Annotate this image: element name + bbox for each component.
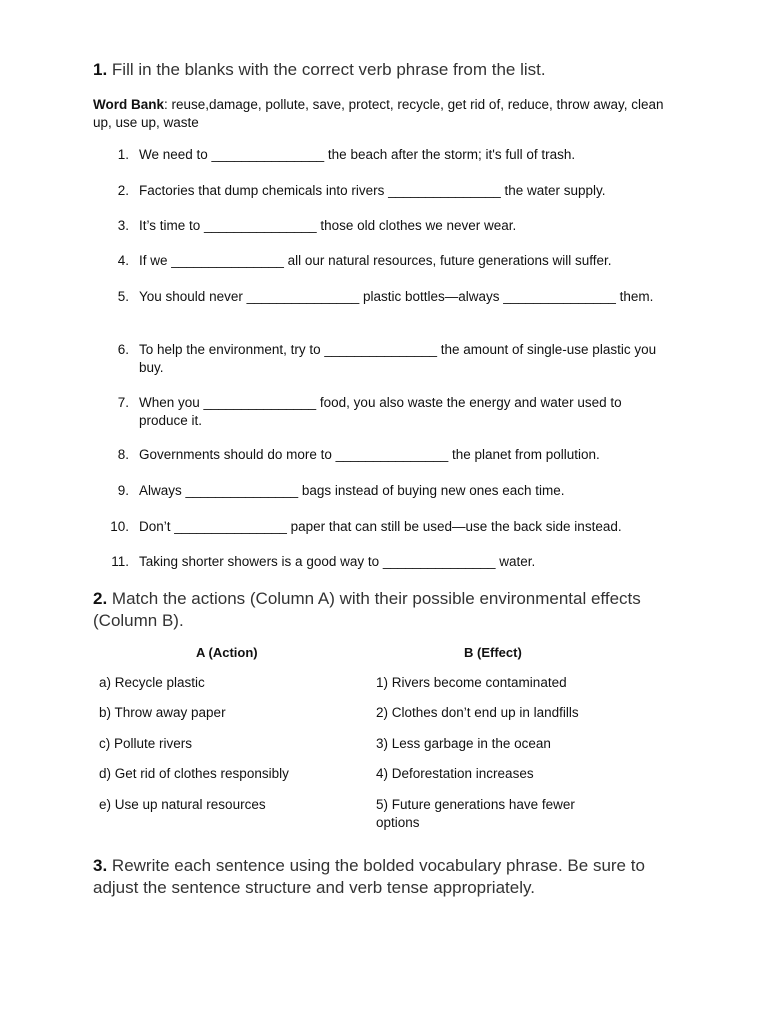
item-sentence: We need to _______________ the beach after the storm; it's full of trash. [139, 147, 576, 162]
word-bank-label: Word Bank [93, 97, 165, 112]
section-2-title: Match the actions (Column A) with their possible environmental effects (Column B). [93, 589, 641, 630]
item-number: 3. [117, 218, 129, 233]
item-number: 5. [117, 289, 129, 304]
item-number: 8. [117, 447, 129, 462]
effect-item: 2) Clothes don’t end up in landfills [376, 705, 579, 720]
effect-item: 4) Deforestation increases [376, 766, 534, 781]
item-number: 1. [117, 147, 129, 162]
effect-item: 5) Future generations have fewer options [376, 797, 575, 830]
item-number: 6. [117, 342, 129, 357]
item-sentence: Governments should do more to _______________ the planet from pollution. [139, 447, 600, 462]
item-number: 11. [111, 554, 129, 569]
item-number: 2. [117, 183, 129, 198]
action-item: c) Pollute rivers [99, 736, 193, 751]
section-1-title: Fill in the blanks with the correct verb phrase from the list. [111, 60, 546, 79]
column-a-header: A (Action) [196, 645, 258, 660]
section-3-number: 3. [93, 856, 108, 875]
item-number: 10. [110, 519, 129, 534]
action-item: b) Throw away paper [99, 705, 226, 720]
item-number: 4. [117, 253, 129, 268]
item-sentence: If we _______________ all our natural resources, future generations will suffer. [139, 253, 612, 268]
item-number: 9. [117, 483, 129, 498]
word-bank [93, 96, 673, 132]
item-sentence: Don’t _______________ paper that can still be used—use the back side instead. [139, 519, 622, 534]
section-1-number: 1. [93, 60, 108, 79]
word-bank-words: : reuse,damage, pollute, save, protect, recycle, get rid of, reduce, throw away, clean up, use up, waste [93, 97, 664, 130]
section-3-heading [93, 855, 683, 899]
section-2-number: 2. [93, 589, 108, 608]
section-2-heading [93, 588, 683, 632]
section-3-title: Rewrite each sentence using the bolded vocabulary phrase. Be sure to adjust the sentence structure and verb tense appropriately. [93, 856, 645, 897]
section-1-heading [93, 59, 683, 81]
item-sentence: To help the environment, try to _______________ the amount of single-use plastic you buy. [139, 342, 657, 375]
item-sentence: It’s time to _______________ those old clothes we never wear. [139, 218, 517, 233]
action-item: d) Get rid of clothes responsibly [99, 766, 289, 781]
effect-item: 1) Rivers become contaminated [376, 675, 567, 690]
column-b-header: B (Effect) [464, 645, 522, 660]
action-item: e) Use up natural resources [99, 797, 266, 812]
item-sentence: When you _______________ food, you also waste the energy and water used to produce it. [139, 395, 622, 428]
item-sentence: You should never _______________ plastic bottles—always _______________ them. [139, 289, 654, 304]
effect-item: 3) Less garbage in the ocean [376, 736, 551, 751]
item-sentence: Taking shorter showers is a good way to _______________ water. [139, 554, 536, 569]
item-number: 7. [117, 395, 129, 410]
item-sentence: Always _______________ bags instead of buying new ones each time. [139, 483, 565, 498]
action-item: a) Recycle plastic [99, 675, 205, 690]
item-sentence: Factories that dump chemicals into rivers _______________ the water supply. [139, 183, 606, 198]
